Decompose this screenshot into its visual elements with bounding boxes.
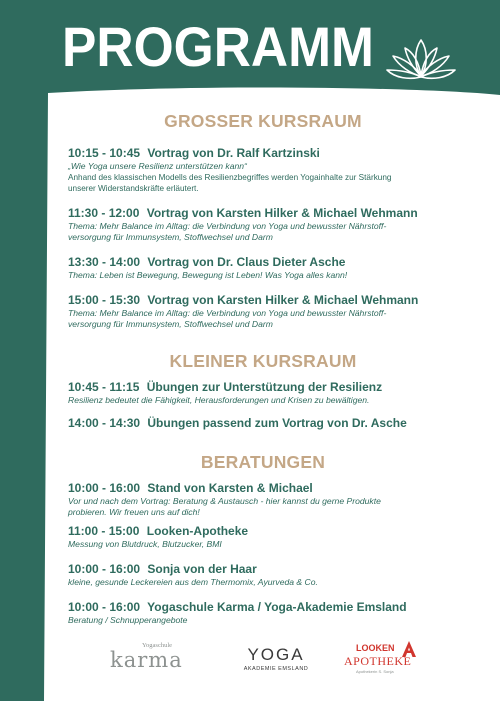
yoga-akademie-logo — [236, 646, 316, 678]
item-heading — [68, 600, 458, 615]
program-item — [68, 293, 458, 330]
item-heading — [68, 524, 458, 539]
program-item — [68, 416, 458, 431]
item-subtitle: Beratung / Schnupperangebote — [68, 615, 188, 625]
program-item — [68, 600, 458, 626]
item-heading — [68, 416, 458, 431]
item-time: 10:00 - 16:00 — [68, 600, 141, 614]
lotus-icon — [383, 36, 459, 86]
program-item — [68, 206, 458, 243]
item-heading — [68, 146, 458, 161]
item-subtitle: versorgung für Immunsystem, Stoffwechsel und Darm — [68, 232, 273, 242]
item-subtitle: versorgung für Immunsystem, Stoffwechsel und Darm — [68, 319, 273, 329]
karma-logo-small: Yogaschule — [142, 642, 173, 649]
item-subtitle: kleine, gesunde Leckereien aus dem Thermomix, Ayurveda & Co. — [68, 577, 318, 587]
apotheke-logo-top: LOOKEN — [356, 643, 395, 653]
item-time: 10:00 - 16:00 — [68, 481, 141, 495]
item-heading — [68, 255, 458, 270]
karma-logo-main: karma — [110, 648, 183, 672]
item-description: Anhand des klassischen Modells des Resilienzbegriffes werden Yogainhalte zur Stärkung — [68, 173, 392, 182]
item-title: Vortrag von Dr. Claus Dieter Asche — [147, 255, 346, 269]
program-item — [68, 562, 458, 588]
item-subtitle: Vor und nach dem Vortrag: Beratung & Austausch - hier kannst du gerne Produkte — [68, 496, 381, 506]
yoga-logo-sub: AKADEMIE EMSLAND — [243, 666, 309, 672]
program-item — [68, 146, 458, 194]
item-subtitle: Thema: Leben ist Bewegung, Bewegung ist Leben! Was Yoga alles kann! — [68, 270, 348, 280]
item-subtitle: Resilienz bedeutet die Fähigkeit, Herausforderungen und Krisen zu bewältigen. — [68, 395, 370, 405]
item-heading — [68, 562, 458, 577]
item-title: Vortrag von Dr. Ralf Kartzinski — [147, 146, 320, 160]
item-subtitle: Messung von Blutdruck, Blutzucker, BMI — [68, 539, 222, 549]
program-item — [68, 380, 458, 406]
program-content — [68, 110, 458, 626]
item-heading — [68, 293, 458, 308]
item-title: Looken-Apotheke — [146, 524, 249, 538]
item-title: Übungen passend zum Vortrag von Dr. Asche — [147, 416, 407, 430]
item-time: 13:30 - 14:00 — [68, 255, 141, 269]
program-item — [68, 481, 458, 518]
looken-apotheke-logo — [344, 640, 434, 680]
item-subtitle: probieren. Wir freuen uns auf dich! — [68, 507, 200, 517]
karma-logo — [108, 642, 188, 678]
yoga-logo-main: YOGA — [247, 645, 305, 664]
item-time: 14:00 - 14:30 — [68, 416, 141, 430]
item-subtitle: Thema: Mehr Balance im Alltag: die Verbindung von Yoga und bewusster Nährstoff- — [68, 308, 387, 318]
item-title: Vortrag von Karsten Hilker & Michael Wehmann — [147, 293, 419, 307]
section-title: KLEINER KURSRAUM — [169, 351, 357, 371]
page-title: PROGRAMM — [62, 15, 374, 78]
item-title: Sonja von der Haar — [147, 562, 257, 576]
item-time: 10:45 - 11:15 — [68, 380, 140, 394]
apotheke-logo-sub: Apothekerin S. Sonja — [356, 669, 394, 674]
sponsor-logos — [100, 640, 440, 680]
item-time: 11:00 - 15:00 — [68, 524, 140, 538]
item-heading — [68, 206, 458, 221]
item-title: Vortrag von Karsten Hilker & Michael Wehmann — [146, 206, 418, 220]
item-subtitle: Thema: Mehr Balance im Alltag: die Verbindung von Yoga und bewusster Nährstoff- — [68, 221, 387, 231]
item-time: 10:00 - 16:00 — [68, 562, 141, 576]
item-title: Übungen zur Unterstützung der Resilienz — [146, 380, 383, 394]
program-item — [68, 524, 458, 550]
item-time: 10:15 - 10:45 — [68, 146, 141, 160]
item-title: Yogaschule Karma / Yoga-Akademie Emsland — [147, 600, 407, 614]
section-grosser-kursraum — [68, 110, 458, 330]
item-subtitle: „Wie Yoga unsere Resilienz unterstützen kann“ — [68, 161, 247, 171]
apotheke-logo-main: APOTHEKE — [344, 654, 412, 668]
item-time: 11:30 - 12:00 — [68, 206, 140, 220]
section-title: GROSSER KURSRAUM — [164, 111, 362, 131]
item-title: Stand von Karsten & Michael — [147, 481, 313, 495]
program-item — [68, 255, 458, 281]
item-time: 15:00 - 15:30 — [68, 293, 141, 307]
item-heading — [68, 380, 458, 395]
section-kleiner-kursraum — [68, 350, 458, 431]
section-beratungen — [68, 451, 458, 626]
section-title: BERATUNGEN — [200, 452, 326, 472]
item-description: unserer Widerstandskräfte erläutert. — [68, 183, 199, 193]
item-heading — [68, 481, 458, 496]
